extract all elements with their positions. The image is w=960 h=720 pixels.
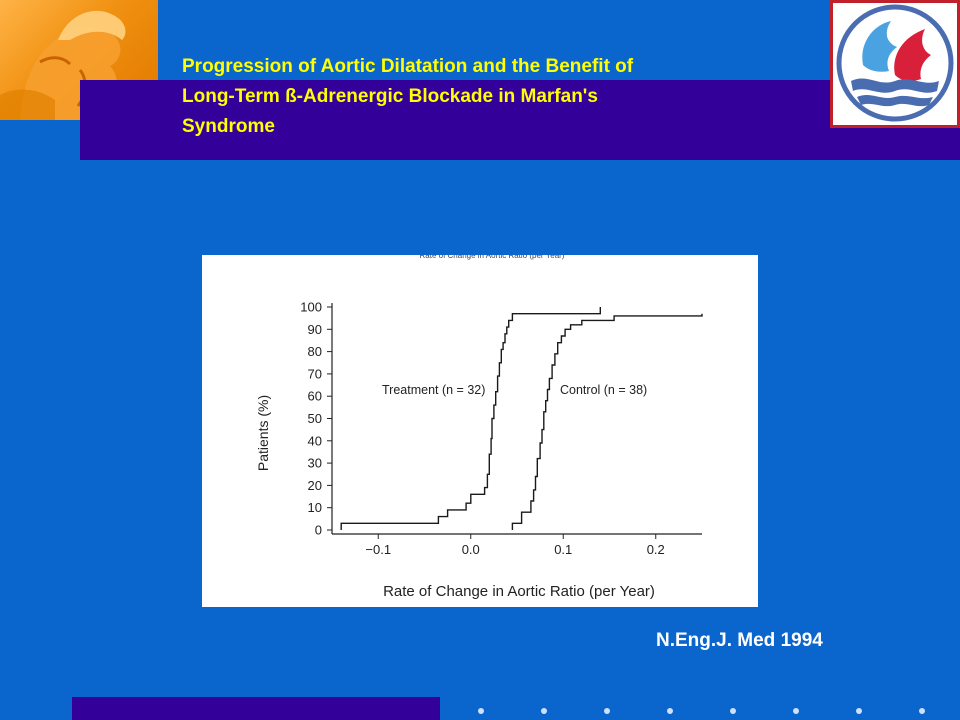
x-tick-label: 0.1 (554, 542, 573, 557)
title-line-1: Progression of Aortic Dilatation and the Benefit of (182, 56, 634, 77)
chart-series (341, 307, 702, 530)
y-tick-label: 70 (307, 366, 322, 382)
decorative-dot (667, 708, 673, 714)
y-tick-label: 0 (314, 522, 322, 538)
flame-wave-icon (833, 3, 957, 125)
decorative-dot (919, 708, 925, 714)
y-axis-label: Patients (%) (255, 394, 271, 472)
y-tick-label: 60 (307, 388, 322, 404)
chart-title: Rate of Change in Aortic Ratio (per Year) (419, 255, 565, 260)
y-tick-label: 100 (300, 299, 322, 315)
decorative-dot (730, 708, 736, 714)
x-tick-label: 0.2 (646, 542, 665, 557)
decorative-dot (478, 708, 484, 714)
y-tick-label: 10 (307, 500, 322, 516)
series-line-control (512, 314, 702, 530)
slide-title (182, 52, 782, 142)
decorative-dot (541, 708, 547, 714)
decorative-dot (793, 708, 799, 714)
y-tick-label: 20 (307, 477, 322, 493)
annotation-control: Control (n = 38) (560, 383, 648, 397)
decorative-dot (604, 708, 610, 714)
citation: N.Eng.J. Med 1994 (656, 630, 823, 651)
chart-axes (332, 303, 702, 534)
decorative-dot (856, 708, 862, 714)
y-tick-label: 40 (307, 433, 322, 449)
y-tick-label: 80 (307, 344, 322, 360)
title-line-2: Long-Term ß-Adrenergic Blockade in Marfan's (182, 86, 598, 107)
y-tick-label: 50 (307, 411, 322, 426)
bottom-band (72, 697, 440, 720)
chart-panel (202, 255, 758, 607)
title-line-3: Syndrome (182, 116, 275, 137)
x-tick-label: 0.0 (461, 542, 480, 557)
y-tick-label: 30 (307, 455, 322, 471)
cumulative-distribution-chart (202, 255, 758, 607)
y-tick-label: 90 (307, 321, 322, 337)
x-tick-label: −0.1 (365, 542, 392, 557)
x-axis-label: Rate of Change in Aortic Ratio (per Year) (383, 583, 655, 600)
flame-wave-logo (830, 0, 960, 128)
annotation-treatment: Treatment (n = 32) (382, 383, 486, 397)
chart-ticks (300, 300, 664, 558)
